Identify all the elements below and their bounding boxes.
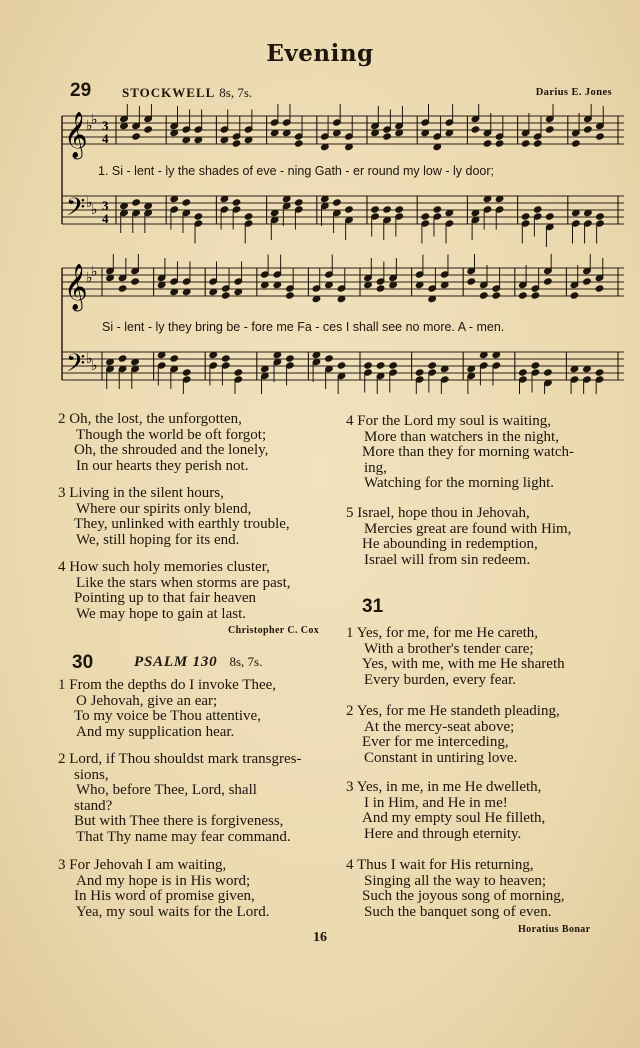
verse-line: Singing all the way to heaven; — [364, 872, 547, 889]
svg-text:𝄞: 𝄞 — [64, 264, 88, 310]
svg-text:♭: ♭ — [91, 264, 98, 280]
hymn-31-attribution: Horatius Bonar — [518, 924, 591, 935]
verse-line: 2 Oh, the lost, the unforgotten, — [58, 411, 242, 427]
verse-line: Like the stars when storms are past, — [76, 574, 291, 591]
verse-line: Who, before Thee, Lord, shall — [76, 782, 257, 799]
verse-line: And my empty soul He filleth, — [362, 810, 546, 827]
hymn-29-stanza-2 — [58, 412, 338, 474]
verse-line: Yes, with me, with me He shareth — [362, 656, 565, 673]
svg-text:3: 3 — [102, 118, 109, 133]
verse-line: More than they for morning watch- — [362, 444, 575, 461]
hymn-29-meter: 8s, 7s. — [219, 85, 253, 100]
verse-line: Every burden, every fear. — [364, 671, 517, 688]
verse-line: 1 Yes, for me, for me He careth, — [346, 625, 539, 641]
hymn-29-tune-line — [122, 84, 252, 102]
verse-line: We may hope to gain at last. — [76, 605, 246, 622]
verse-line: Pointing up to that fair heaven — [74, 590, 257, 607]
hymn-29-stanza-4b — [346, 414, 630, 492]
verse-line: Such the banquet song of even. — [364, 903, 552, 920]
verse-line: Such the joyous song of morning, — [362, 888, 565, 905]
verse-line: At the mercy-seat above; — [364, 718, 515, 735]
svg-text:♭: ♭ — [91, 358, 98, 374]
verse-line: In His word of promise given, — [74, 888, 255, 905]
verse-line: ing, — [364, 459, 387, 476]
verse-line: With a brother's tender care; — [364, 640, 534, 657]
hymn-29-tune-name: STOCKWELL — [122, 85, 216, 100]
hymn-29-lyric-line-1: 1. Si - lent - ly the shades of eve - ning Gath - er round my low - ly door; — [98, 164, 495, 178]
verse-line: Yea, my soul waits for the Lord. — [76, 903, 270, 920]
verse-line: He abounding in redemption, — [362, 536, 538, 553]
hymn-31-stanza-2 — [346, 704, 630, 766]
verse-line: I in Him, and He in me! — [364, 794, 508, 811]
svg-text:♭: ♭ — [86, 351, 93, 367]
verse-line: 4 How such holy memories cluster, — [58, 559, 270, 575]
verse-line: To my voice be Thou attentive, — [74, 708, 261, 725]
hymn-30-stanza-3 — [58, 858, 340, 920]
hymn-30-stanza-2 — [58, 752, 340, 846]
verse-line: 4 Thus I wait for His returning, — [346, 857, 534, 873]
verse-line: 2 Yes, for me He standeth pleading, — [346, 703, 560, 719]
verse-line: Though the world be oft forgot; — [76, 426, 267, 443]
verse-line: Here and through eternity. — [364, 825, 522, 842]
hymn-29-stanza-4 — [58, 560, 338, 622]
svg-text:♭: ♭ — [91, 112, 98, 128]
hymn-30-stanza-1 — [58, 678, 340, 740]
verse-line: Constant in untiring love. — [364, 749, 518, 766]
hymn-29-stanza-3 — [58, 486, 338, 548]
verse-line: Israel will from sin redeem. — [364, 551, 531, 568]
verse-line: And my hope is in His word; — [76, 872, 251, 889]
verse-line: We, still hoping for its end. — [76, 531, 240, 548]
verse-line: Watching for the morning light. — [364, 475, 555, 492]
hymn-30-tune-name: PSALM 130 — [134, 654, 218, 670]
verse-line: Oh, the shrouded and the lonely, — [74, 442, 269, 459]
svg-text:♭: ♭ — [91, 202, 98, 218]
hymn-31-stanza-4 — [346, 858, 630, 920]
hymn-29-lyric-line-2: Si - lent - ly they bring be - fore me Fa - ces I shall see no more. A - men. — [102, 320, 505, 334]
verse-line: 3 For Jehovah I am waiting, — [58, 857, 227, 873]
hymn-29-stanza-5 — [346, 506, 630, 568]
svg-text:3: 3 — [102, 198, 109, 213]
verse-line: More than watchers in the night, — [364, 428, 559, 445]
verse-line: That Thy name may fear command. — [76, 828, 291, 845]
verse-line: 2 Lord, if Thou shouldst mark transgres- — [58, 751, 302, 767]
verse-line: In our hearts they perish not. — [76, 457, 249, 474]
verse-line: But with Thee there is forgiveness, — [74, 813, 284, 830]
treble-clef-icon: 𝄞 — [64, 112, 88, 158]
page-number: 16 — [313, 930, 327, 945]
hymn-29-number: 29 — [70, 80, 92, 101]
hymn-31-stanza-1 — [346, 626, 630, 688]
verse-line: 3 Living in the silent hours, — [58, 485, 224, 501]
verse-line: 4 For the Lord my soul is waiting, — [346, 413, 551, 429]
verse-line: 3 Yes, in me, in me He dwelleth, — [346, 779, 542, 795]
hymn-30-number: 30 — [72, 652, 94, 673]
hymn-29-attribution: Christopher C. Cox — [228, 625, 320, 636]
verse-line: They, unlinked with earthly trouble, — [74, 516, 290, 533]
svg-text:4: 4 — [102, 131, 109, 146]
verse-line: stand? — [74, 797, 113, 814]
svg-text:♭: ♭ — [86, 118, 93, 134]
svg-text:𝄢: 𝄢 — [66, 349, 86, 384]
verse-line: And my supplication hear. — [76, 723, 235, 740]
svg-text:♭: ♭ — [86, 270, 93, 286]
hymn-29-composer: Darius E. Jones — [535, 87, 612, 98]
svg-text:4: 4 — [102, 211, 109, 226]
verse-line: sions, — [74, 766, 109, 783]
verse-line: Mercies great are found with Him, — [364, 520, 572, 537]
verse-line: O Jehovah, give an ear; — [76, 692, 218, 709]
hymn-31-stanza-3 — [346, 780, 630, 842]
hymn-30-meter: 8s, 7s. — [229, 654, 263, 669]
bass-clef-icon: 𝄢 — [66, 193, 86, 228]
verse-line: 1 From the depths do I invoke Thee, — [58, 677, 277, 693]
verse-line: 5 Israel, hope thou in Jehovah, — [346, 505, 530, 521]
svg-text:♭: ♭ — [86, 195, 93, 211]
verse-line: Where our spirits only blend, — [76, 500, 252, 517]
verse-line: Ever for me interceding, — [362, 734, 509, 751]
section-title: Evening — [266, 40, 374, 67]
hymn-31-number: 31 — [362, 596, 384, 617]
hymn-30-tune-line — [134, 653, 262, 671]
